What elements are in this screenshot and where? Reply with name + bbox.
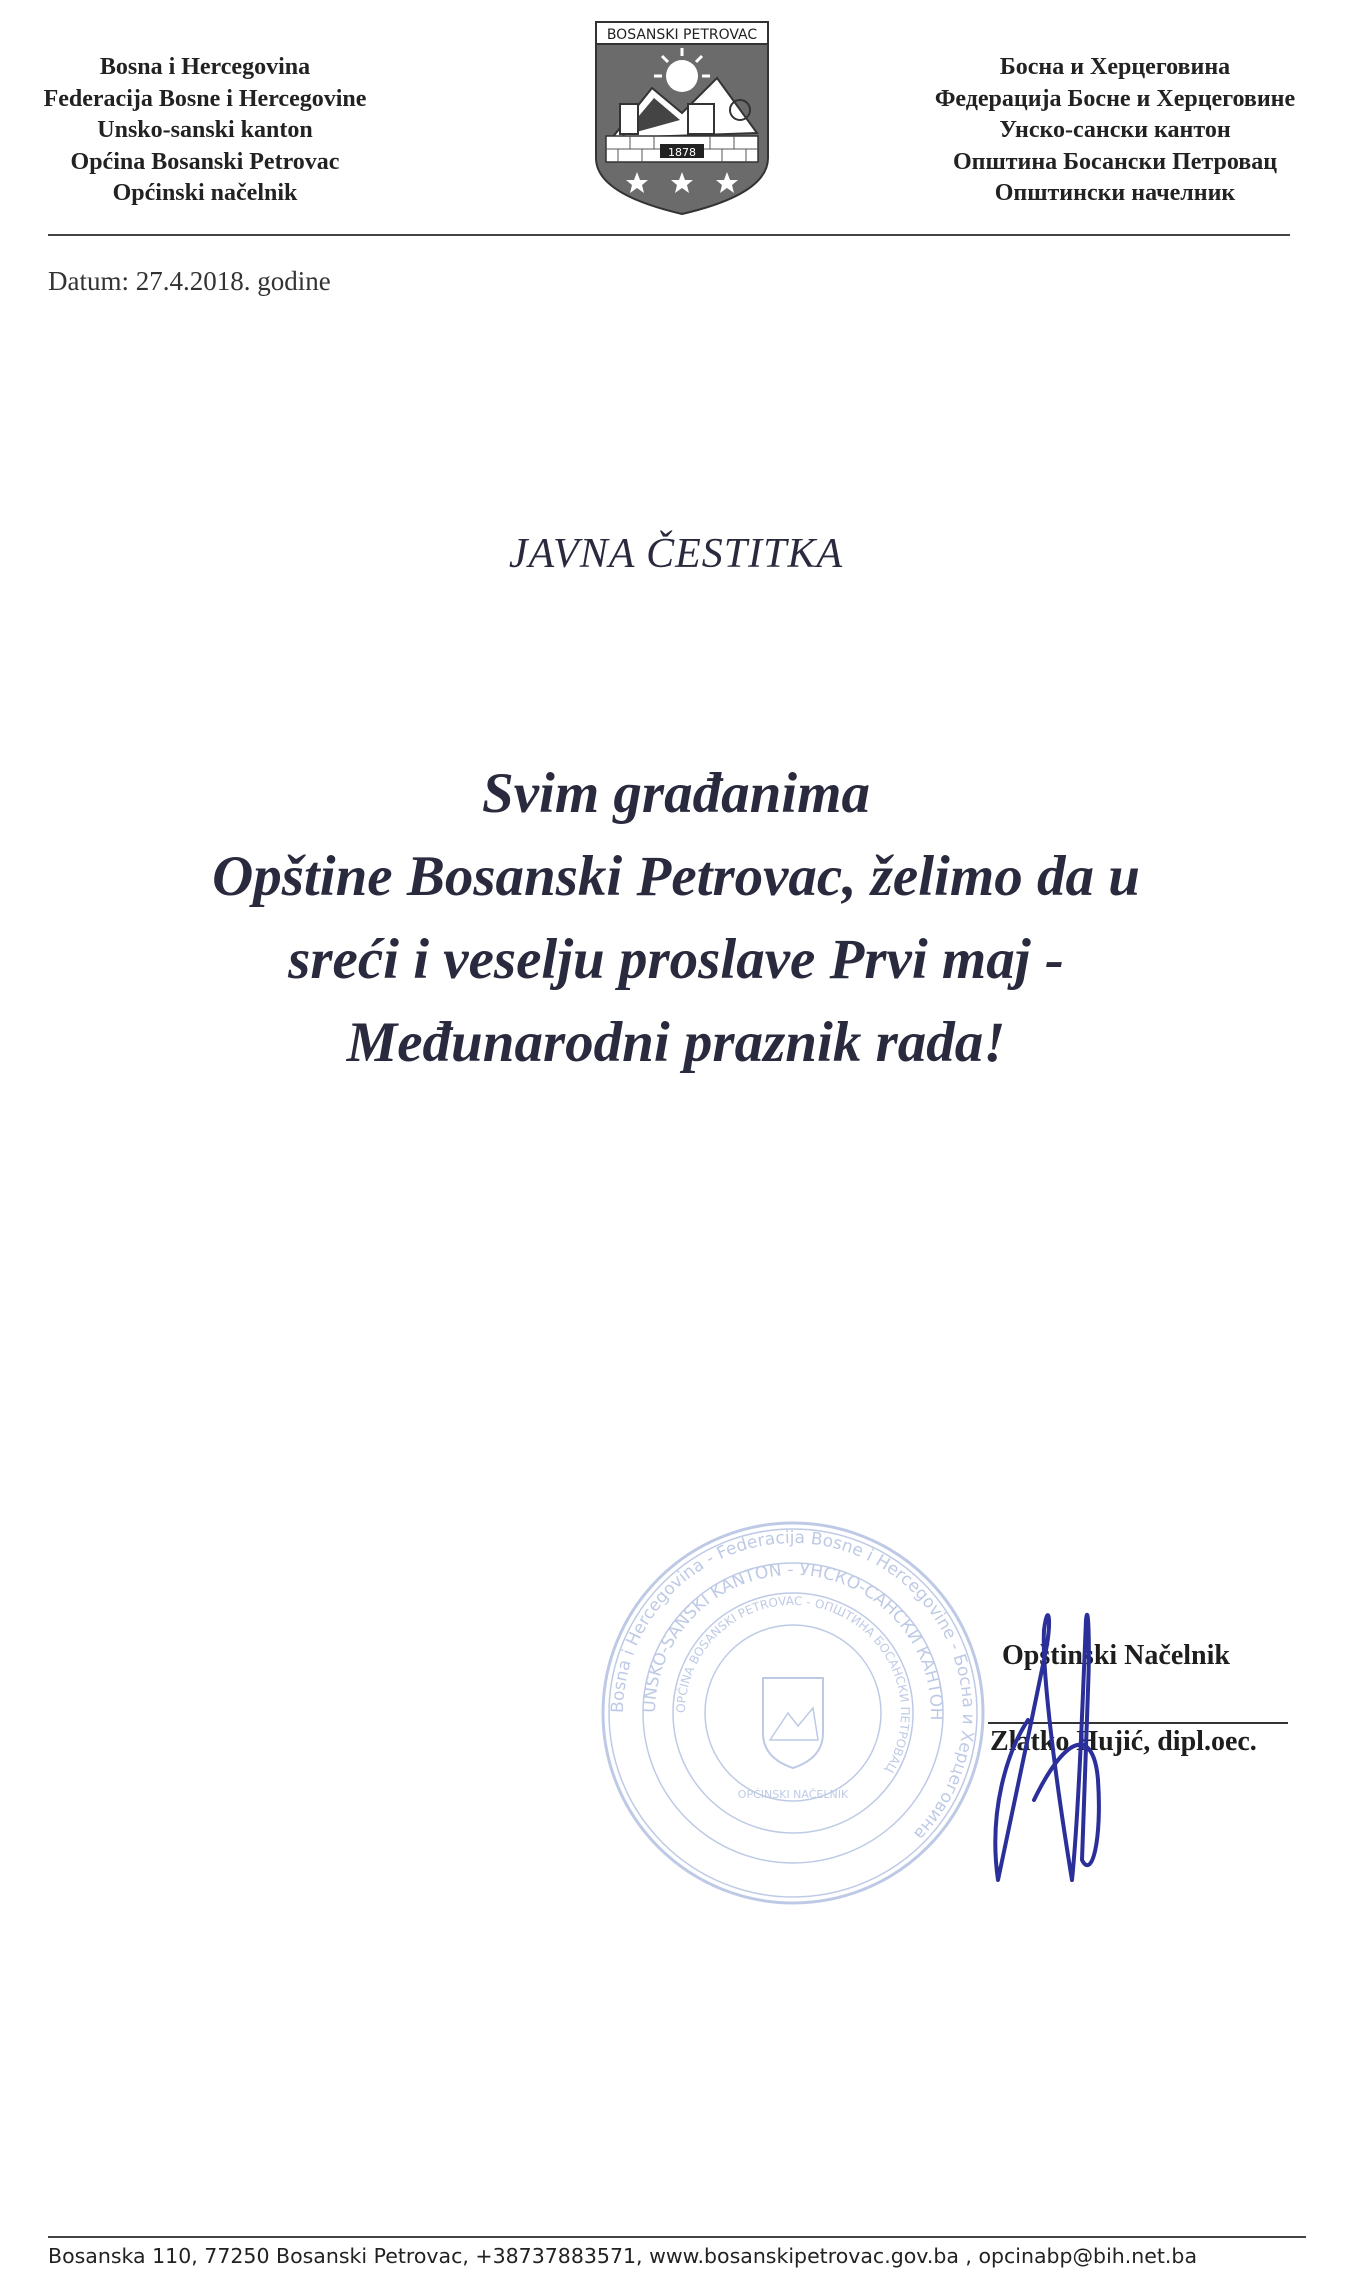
header-right-line: Општина Босански Петровац bbox=[952, 148, 1278, 175]
stamp-center-text: OPĆINSKI NAČELNIK bbox=[737, 1788, 849, 1801]
header-right-line: Унско-сански кантон bbox=[999, 117, 1231, 143]
greeting-line: Međunarodni praznik rada! bbox=[346, 1011, 1006, 1074]
crest-banner-text: BOSANSKI PETROVAC bbox=[606, 27, 758, 43]
header-left-line: Općina Bosanski Petrovac bbox=[70, 148, 340, 175]
official-stamp bbox=[598, 1518, 988, 1908]
municipality-crest-logo bbox=[592, 18, 772, 218]
header-right-line: Општински начелник bbox=[994, 180, 1236, 206]
footer-contact: Bosanska 110, 77250 Bosanski Petrovac, +38737883571, www.bosanskipetrovac.gov.ba , opcinabp@bih.net.ba bbox=[48, 2244, 1198, 2268]
signatory-title: Opštinski Načelnik bbox=[1002, 1640, 1230, 1671]
header-left-line: Bosna i Hercegovina bbox=[99, 54, 311, 80]
header-right-line: Федерација Босне и Херцеговине bbox=[934, 85, 1296, 112]
greeting-line: sreći i veselju proslave Prvi maj - bbox=[288, 928, 1064, 991]
document-date: Datum: 27.4.2018. godine bbox=[48, 266, 331, 296]
footer-divider bbox=[48, 2236, 1306, 2238]
stamp-ring-text: UNSKO-SANSKI KANTON - УНСКО-САНСКИ КАНТОН bbox=[639, 1559, 947, 1721]
header-left-line: Federacija Bosne i Hercegovine bbox=[43, 85, 367, 112]
greeting-line: Opštine Bosanski Petrovac, želimo da u bbox=[212, 845, 1140, 908]
crest-year-text: 1878 bbox=[668, 146, 696, 159]
header-left-latin bbox=[10, 52, 400, 210]
greeting-message bbox=[0, 752, 1352, 1084]
header-right-cyrillic bbox=[880, 52, 1350, 210]
header-left-line: Općinski načelnik bbox=[112, 180, 298, 206]
header-left-line: Unsko-sanski kanton bbox=[97, 117, 313, 143]
handwritten-signature bbox=[968, 1580, 1138, 1910]
document-title: JAVNA ČESTITKA bbox=[508, 531, 844, 577]
stamp-inner-text: OPĆINA BOSANSKI PETROVAC - ОПШТИНА БОСАНСКИ ПЕТРОВАЦ bbox=[673, 1593, 913, 1776]
stamp-outer-text: Bosna i Hercegovina - Federacija Bosne i Hercegovine - Босна и Херцеговина bbox=[607, 1527, 979, 1844]
header-right-line: Босна и Херцеговина bbox=[999, 54, 1231, 80]
signatory-name: Zlatko Hujić, dipl.oec. bbox=[990, 1726, 1257, 1757]
header-divider bbox=[48, 234, 1290, 236]
greeting-line: Svim građanima bbox=[482, 762, 870, 825]
